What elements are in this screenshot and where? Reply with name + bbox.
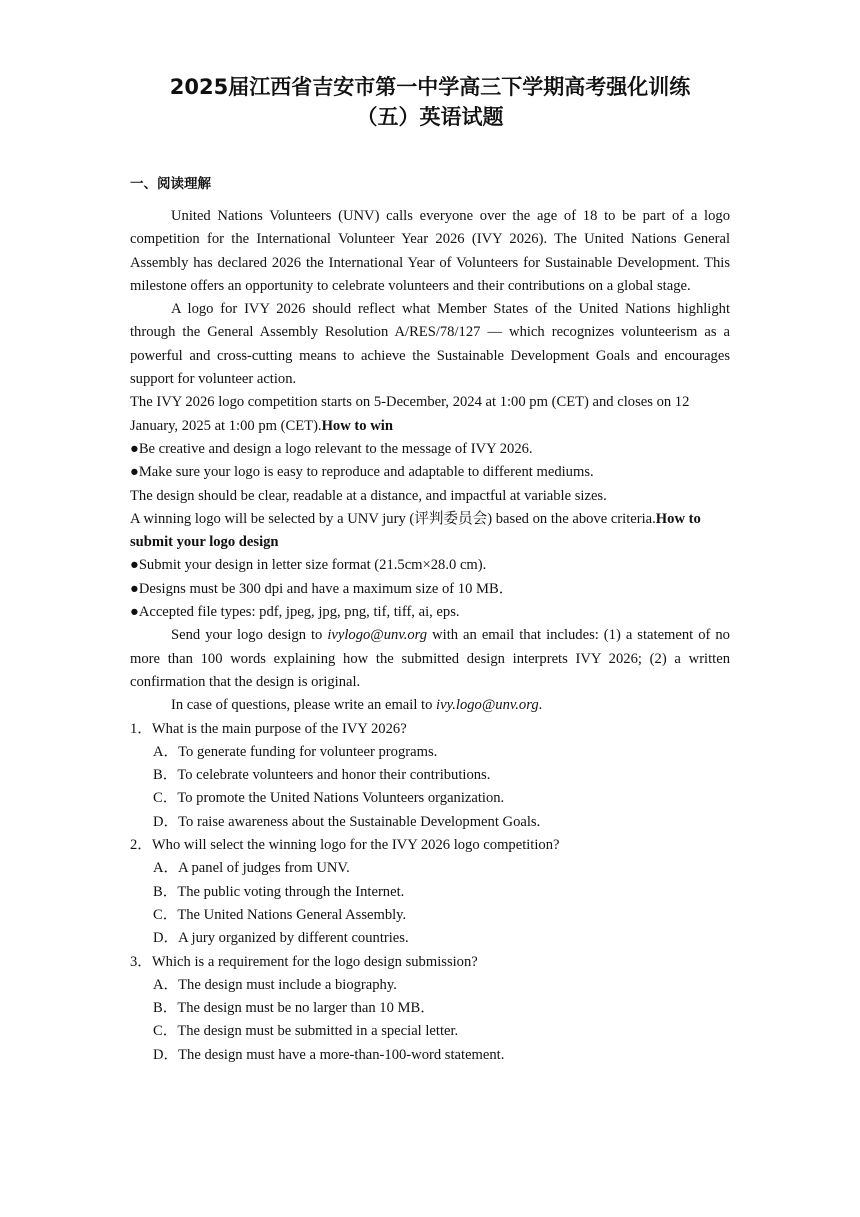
contact-email: ivy.logo@unv.org [436, 697, 539, 714]
question-1-option-b: B．To celebrate volunteers and honor their contributions. [153, 767, 491, 784]
submit-bullet-3: ●Accepted file types: pdf, jpeg, jpg, png, tif, tiff, ai, eps. [130, 604, 460, 621]
question-1-stem: 1．What is the main purpose of the IVY 2026? [130, 720, 407, 737]
passage-body [130, 205, 730, 1067]
question-3-option-b: B．The design must be no larger than 10 MB． [153, 1000, 435, 1017]
question-2-option-c: C．The United Nations General Assembly. [153, 906, 407, 923]
send-text-post: with an email that includes: (1) a statement of no more than 100 words explaining how the submitted design interprets IVY 2026; (2) a written confirmation that the design is original. [130, 627, 730, 690]
contact-text-post: . [538, 697, 543, 714]
question-2-option-d: D．A jury organized by different countries. [153, 930, 409, 947]
section-heading: 一、阅读理解 [130, 176, 211, 192]
passage-paragraph-3 [130, 391, 730, 438]
question-1-option-a: A．To generate funding for volunteer programs. [153, 743, 438, 760]
page-title-line-1: 2025届江西省吉安市第一中学高三下学期高考强化训练 [169, 75, 691, 99]
question-2-option-b: B．The public voting through the Internet. [153, 883, 405, 900]
question-3 [130, 951, 730, 1067]
submit-bullet-2: ●Designs must be 300 dpi and have a maximum size of 10 MB． [130, 580, 514, 597]
submission-email: ivylogo@unv.org [327, 627, 428, 644]
question-3-option-d: D．The design must have a more-than-100-word statement. [153, 1046, 505, 1063]
win-bullet-2: ●Make sure your logo is easy to reproduce and adaptable to different mediums. [130, 464, 594, 481]
question-1 [130, 718, 730, 834]
question-1-option-d: D．To raise awareness about the Sustainable Development Goals. [153, 813, 541, 830]
how-to-win-heading: How to win [321, 417, 393, 434]
send-text-pre: Send your logo design to [171, 627, 328, 644]
passage-paragraph-1: United Nations Volunteers (UNV) calls everyone over the age of 18 to be part of a logo competition for the International Volunteer Year 2026 (IVY 2026). The United Nations General Assembly has declared 2026 the International Year of Volunteers for Sustainable Development. This milestone offers an opportunity to celebrate volunteers and their contributions on a global stage. [130, 208, 730, 294]
submit-bullet-1: ●Submit your design in letter size format (21.5cm×28.0 cm). [130, 557, 487, 574]
question-2 [130, 834, 730, 950]
contact-text-pre: In case of questions, please write an email to [171, 697, 437, 714]
competition-dates: The IVY 2026 logo competition starts on 5-December, 2024 at 1:00 pm (CET) and closes on 12 January, 2025 at 1:00 pm (CET). [130, 394, 690, 434]
design-line: The design should be clear, readable at a distance, and impactful at variable sizes. [130, 487, 607, 504]
question-3-option-c: C．The design must be submitted in a special letter. [153, 1023, 459, 1040]
win-bullet-1: ●Be creative and design a logo relevant to the message of IVY 2026. [130, 440, 533, 457]
question-2-option-a: A．A panel of judges from UNV. [153, 860, 350, 877]
jury-paragraph [130, 508, 730, 555]
question-3-option-a: A．The design must include a biography. [153, 976, 397, 993]
question-1-option-c: C．To promote the United Nations Volunteers organization. [153, 790, 505, 807]
question-3-stem: 3．Which is a requirement for the logo design submission? [130, 953, 478, 970]
page-title-line-2: （五）英语试题 [356, 105, 504, 129]
how-to-submit-heading: How to submit your logo design [130, 510, 701, 551]
send-paragraph [130, 624, 730, 694]
passage-paragraph-2: A logo for IVY 2026 should reflect what Member States of the United Nations highlight through the General Assembly Resolution A/RES/78/127 — which recognizes volunteerism as a powerful and cross-cutting means to achieve the Sustainable Development Goals and encourages support for volunteer action. [130, 301, 730, 388]
questions-contact-paragraph [130, 694, 730, 717]
question-2-stem: 2．Who will select the winning logo for the IVY 2026 logo competition? [130, 837, 560, 854]
jury-line: A winning logo will be selected by a UNV jury (评判委员会) based on the above criteria. [130, 510, 656, 527]
